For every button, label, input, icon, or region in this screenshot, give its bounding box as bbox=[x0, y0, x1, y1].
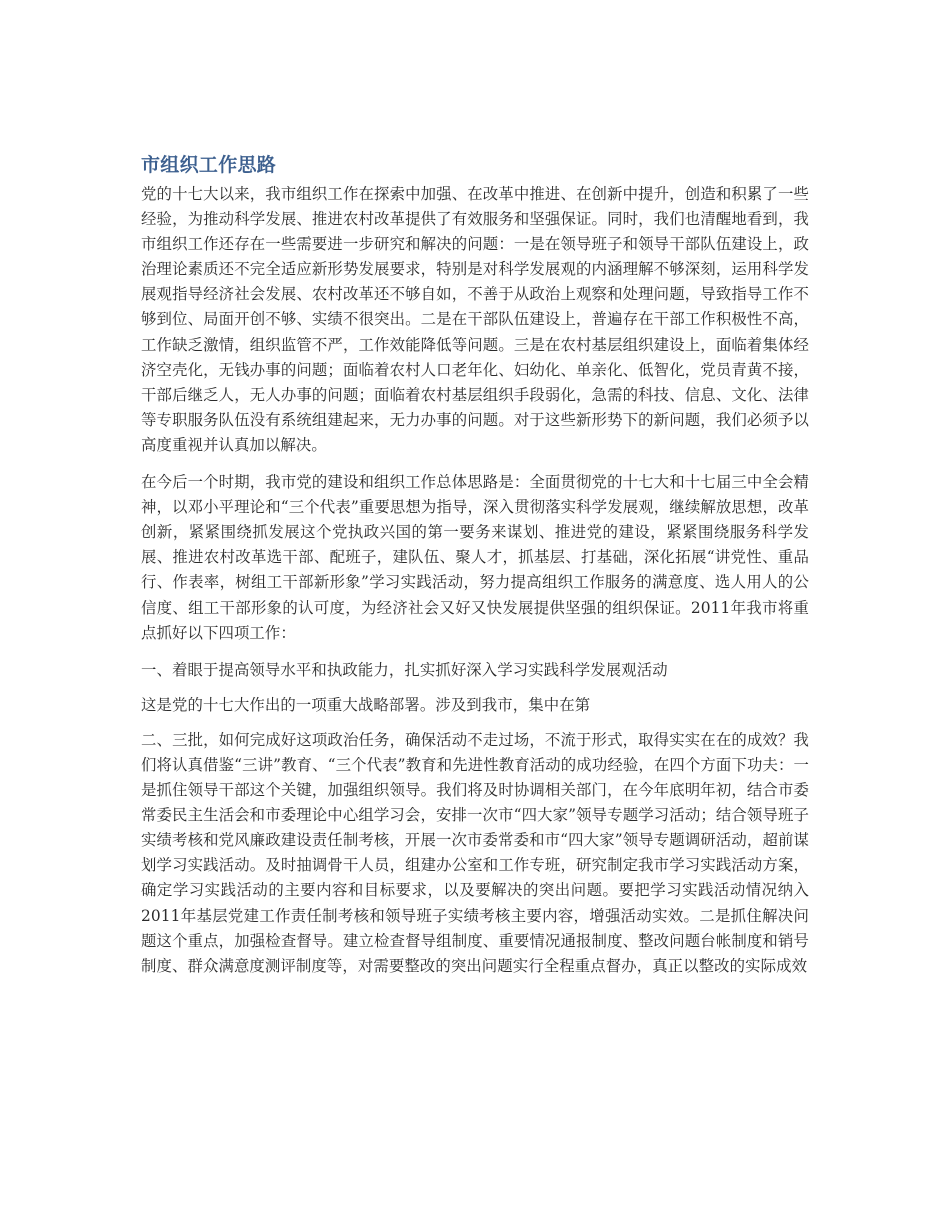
paragraph-problems: 党的十七大以来，我市组织工作在探索中加强、在改革中推进、在创新中提升，创造和积累了一些经验，为推动科学发展、推进农村改革提供了有效服务和坚强保证。同时，我们也清醒地看到，我市组织工作还存在一些需要进一步研究和解决的问题：一是在领导班子和领导干部队伍建设上，政治理论素质还不完全适应新形势发展要求，特别是对科学发展观的内涵理解不够深刻，运用科学发展观指导经济社会发展、农村改革还不够自如，不善于从政治上观察和处理问题，导致指导工作不够到位、局面开创不够、实绩不很突出。二是在干部队伍建设上，普遍存在干部工作积极性不高，工作缺乏激情，组织监管不严，工作效能降低等问题。三是在农村基层组织建设上，面临着集体经济空壳化，无钱办事的问题；面临着农村人口老年化、妇幼化、单亲化、低智化，党员青黄不接，干部后继乏人，无人办事的问题；面临着农村基层组织手段弱化，急需的科技、信息、文化、法律等专职服务队伍没有系统组建起来，无力办事的问题。对于这些新形势下的新问题，我们必须予以高度重视并认真加以解决。 bbox=[141, 185, 809, 454]
document-page bbox=[141, 150, 809, 991]
paragraph-implementation: 二、三批，如何完成好这项政治任务，确保活动不走过场，不流于形式，取得实实在在的成效？我们将认真借鉴“三讲”教育、“三个代表”教育和先进性教育活动的成功经验，在四个方面下功夫：一是抓住领导干部这个关键，加强组织领导。我们将及时协调相关部门，在今年底明年初，结合市委常委民主生活会和市委理论中心组学习会，安排一次市“四大家”领导专题学习活动；结合领导班子实绩考核和党风廉政建设责任制考核，开展一次市委常委和市“四大家”领导专题调研活动，超前谋划学习实践活动。及时抽调骨干人员，组建办公室和工作专班，研究制定我市学习实践活动方案，确定学习实践活动的主要内容和目标要求，以及要解决的突出问题。要把学习实践活动情况纳入2011年基层党建工作责任制考核和领导班子实绩考核主要内容，增强活动实效。二是抓住解决问题这个重点，加强检查督导。建立检查督导组制度、重要情况通报制度、整改问题台帐制度和销号制度、群众满意度测评制度等，对需要整改的突出问题实行全程重点督办，真正以整改的实际成效 bbox=[141, 730, 809, 975]
paragraph-overall-approach: 在今后一个时期，我市党的建设和组织工作总体思路是：全面贯彻党的十七大和十七届三中全会精神，以邓小平理论和“三个代表”重要思想为指导，深入贯彻落实科学发展观，继续解放思想，改革创新，紧紧围绕抓发展这个党执政兴国的第一要务来谋划、推进党的建设，紧紧围绕服务科学发展、推进农村改革选干部、配班子，建队伍、聚人才，抓基层、打基础，深化拓展“讲党性、重品行、作表率，树组工干部新形象”学习实践活动，努力提高组织工作服务的满意度、选人用人的公信度、组工干部形象的认可度，为经济社会又好又快发展提供坚强的组织保证。2011年我市将重点抓好以下四项工作： bbox=[141, 473, 809, 642]
document-title: 市组织工作思路 bbox=[141, 154, 277, 176]
paragraph-strategic-deployment: 这是党的十七大作出的一项重大战略部署。涉及到我市，集中在第 bbox=[141, 695, 591, 714]
section-heading-one: 一、着眼于提高领导水平和执政能力，扎实抓好深入学习实践科学发展观活动 bbox=[141, 660, 668, 679]
